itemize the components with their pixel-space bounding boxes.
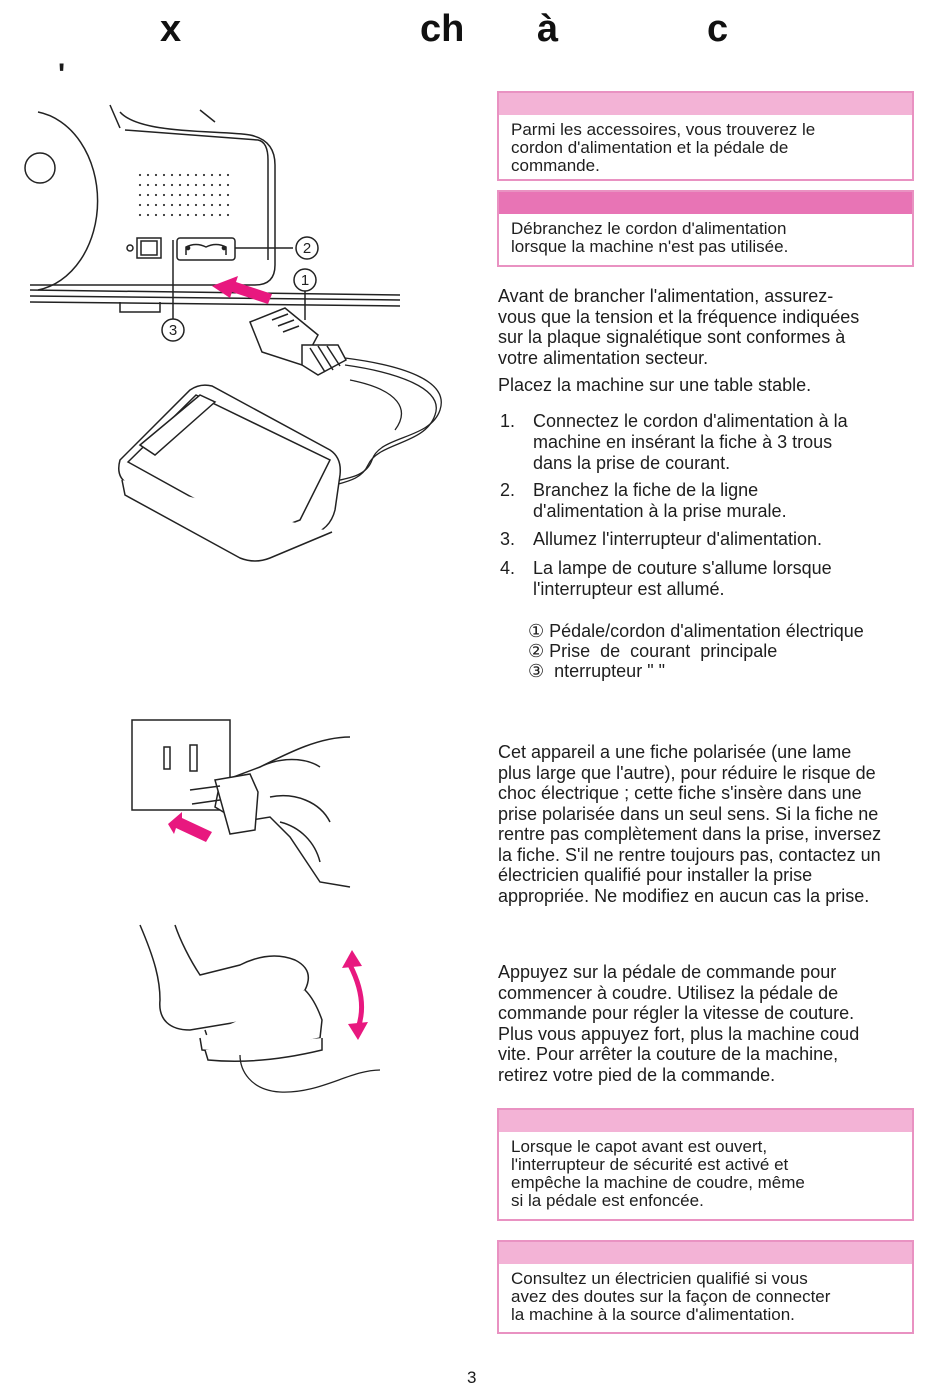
note-box-electrician (497, 1240, 914, 1334)
stable-table-paragraph: Placez la machine sur une table stable. (498, 375, 812, 395)
note-header-bar (499, 192, 912, 214)
step-text: Connectez le cordon d'alimentation à la machine en insérant la fiche à 3 trous dans la prise de courant. (533, 411, 848, 473)
step-text: La lampe de couture s'allume lorsque l'interrupteur est allumé. (533, 558, 832, 599)
machine-connection-illustration (0, 90, 470, 570)
note-text: Débranchez le cordon d'alimentation lorsque la machine n'est pas utilisée. (511, 219, 789, 256)
polarized-plug-paragraph: Cet appareil a une fiche polarisée (une lame plus large que l'autre), pour réduire le risque de choc électrique ; cette fiche s'insère dans une prise polarisée dans un seul sens. Si la fiche ne rentre pas complètement dans la prise, inversez la fiche. S'il ne rentre toujours pas, contactez un électricien qualifié pour installer la prise appropriée. Ne modifiez en aucun cas la prise. (498, 742, 882, 906)
note-box-accessories (497, 91, 914, 181)
title-fragment-3: à (537, 8, 559, 50)
page-number: 3 (467, 1368, 477, 1387)
step-number: 1. (500, 411, 516, 431)
note-text: Parmi les accessoires, vous trouverez le cordon d'alimentation et la pédale de commande. (511, 120, 816, 175)
note-header-bar (499, 93, 912, 115)
foot-pedal-usage-illustration (130, 920, 390, 1100)
step-number: 2. (500, 480, 516, 500)
callout-1-label: 1 (300, 272, 310, 289)
title-fragment-4: c (707, 8, 729, 50)
note-box-unplug (497, 190, 914, 267)
subtitle-apostrophe: ' (58, 58, 66, 91)
voltage-paragraph: Avant de brancher l'alimentation, assurez- vous que la tension et la fréquence indiquées sur la plaque signalétique sont conformes à votre alimentation secteur. (498, 286, 860, 368)
title-fragment-1: x (160, 8, 182, 50)
step-item (498, 529, 918, 550)
insert-direction-arrow-icon (168, 812, 212, 842)
step-text: Branchez la fiche de la ligne d'alimentation à la prise murale. (533, 480, 787, 521)
title-fragment-2: ch (420, 8, 465, 50)
polarized-plug-illustration (120, 712, 360, 892)
note-text: Consultez un électricien qualifié si vous avez des doutes sur la façon de connecter la machine à la source d'alimentation. (511, 1269, 831, 1324)
step-item (498, 411, 918, 474)
callout-3-label: 3 (168, 322, 178, 339)
legend-item: ② Prise de courant principale (528, 641, 778, 661)
step-number: 3. (500, 529, 516, 549)
step-item (498, 480, 918, 522)
up-down-arrow-icon (342, 950, 368, 1040)
legend-item: ① Pédale/cordon d'alimentation électrique (528, 621, 864, 641)
step-text: Allumez l'interrupteur d'alimentation. (533, 529, 823, 549)
foot-control-pedal (119, 385, 341, 561)
note-header-bar (499, 1242, 912, 1264)
note-box-safety-switch (497, 1108, 914, 1221)
note-header-bar (499, 1110, 912, 1132)
figure-legend (528, 621, 864, 681)
step-number: 4. (500, 558, 516, 578)
foot-pedal-paragraph: Appuyez sur la pédale de commande pour commencer à coudre. Utilisez la pédale de commande pour régler la vitesse de couture. Plus vous appuyez fort, plus la machine coud vite. Pour arrêter la couture de la machine, retirez votre pied de la commande. (498, 962, 860, 1085)
step-item (498, 558, 918, 600)
vent-dots (139, 174, 229, 216)
note-text: Lorsque le capot avant est ouvert, l'interrupteur de sécurité est activé et empêche la machine de coudre, même si la pédale est enfoncée. (511, 1137, 805, 1210)
callout-2-label: 2 (302, 240, 312, 257)
insert-arrow-icon (212, 276, 272, 304)
legend-item: ③ nterrupteur " " (528, 661, 665, 681)
power-plug (250, 308, 346, 375)
